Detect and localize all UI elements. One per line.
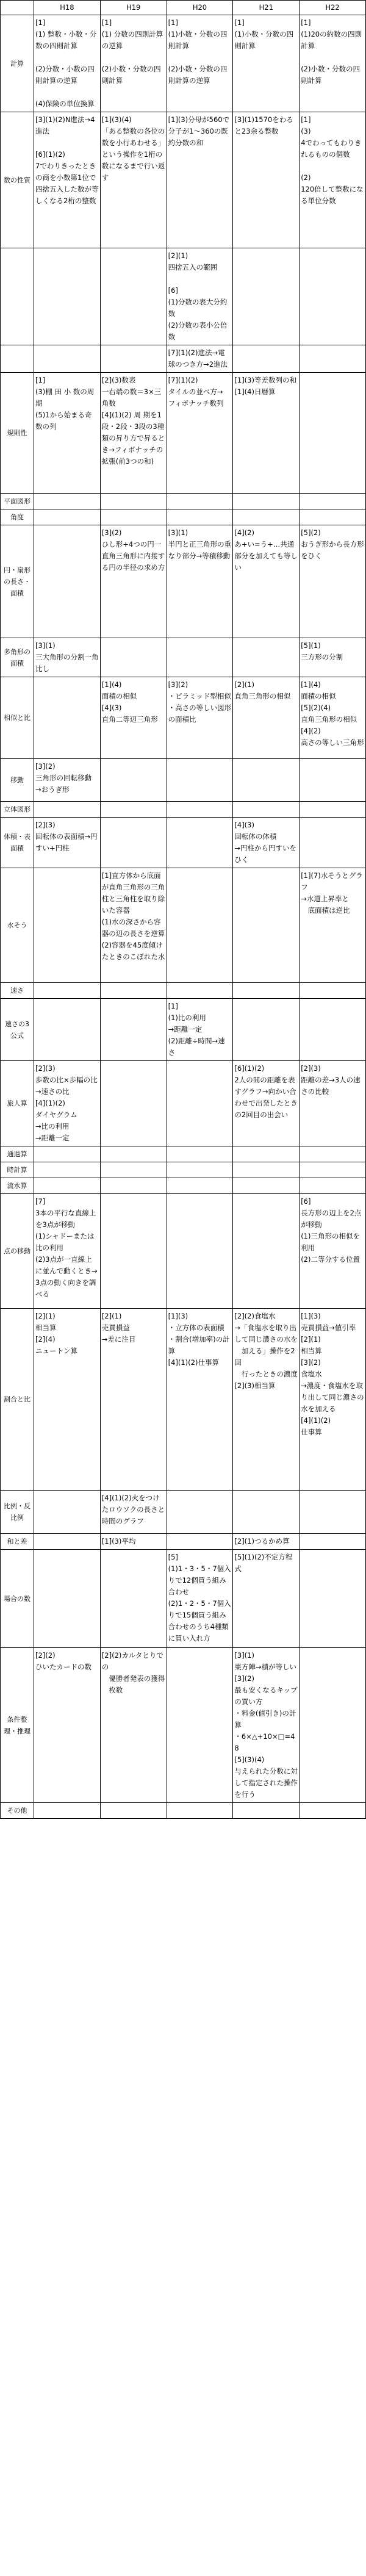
table-cell: [2](3) 回転体の表面積→円すい+円柱 — [34, 818, 101, 868]
table-cell — [100, 638, 167, 677]
table-cell: [4](2) あ+い=う+…共通部分を加えても等しい — [233, 525, 300, 638]
row-topic-label: 点の移動 — [1, 1194, 34, 1309]
table-cell — [34, 983, 101, 999]
row-topic-label: 条件整理・推理 — [1, 1648, 34, 1803]
table-cell — [167, 1803, 233, 1819]
table-cell — [167, 759, 233, 802]
table-row — [1, 1194, 366, 1309]
table-row — [1, 1803, 366, 1819]
row-topic-label: 流水算 — [1, 1178, 34, 1194]
table-cell: [1](4) 面積の相似 [4](3) 直角二等辺三角形 — [100, 677, 167, 759]
table-cell — [34, 1146, 101, 1162]
row-topic-label: 通過算 — [1, 1146, 34, 1162]
table-row — [1, 1309, 366, 1491]
table-cell — [233, 759, 300, 802]
table-cell — [100, 1550, 167, 1648]
table-cell: [2](2) ひいたカードの数 — [34, 1648, 101, 1803]
row-topic-label: 数の性質 — [1, 112, 34, 248]
table-cell — [300, 1803, 366, 1819]
table-cell: [3](2) ・ピラミッド型相似 ・高さの等しい図形の面積比 — [167, 677, 233, 759]
header-corner — [1, 1, 34, 15]
table-cell: [1] (3) 4でわってもわりきれるものの個数 (2) 120倍して整数になる単位分数 — [300, 112, 366, 248]
table-cell — [167, 818, 233, 868]
table-cell — [34, 1550, 101, 1648]
row-topic-label: 移動 — [1, 759, 34, 802]
table-cell: [7] 3本の平行な直線上を3点が移動 (1)シャドーまたは比の利用 (2)3点が一直線上に並んで動くとき→3点の動く向きを調べる — [34, 1194, 101, 1309]
table-cell — [34, 802, 101, 818]
table-cell: [1](3)(4) 「ある整数の各位の数を小行あわせる」という操作を1桁の数になるまで行い返す — [100, 112, 167, 248]
table-cell: [2](1) 相当算 [2](4) ニュートン算 — [34, 1309, 101, 1491]
table-cell — [167, 1648, 233, 1803]
row-topic-label: 規則性 — [1, 373, 34, 494]
table-cell — [167, 1491, 233, 1534]
table-cell: [3](1)1570をわると23余る整数 — [233, 112, 300, 248]
table-cell — [300, 1491, 366, 1534]
table-row — [1, 373, 366, 494]
header-year: H18 — [34, 1, 101, 15]
table-cell: [1](7)水そうとグラフ →水道上昇率と 底面積は逆比 — [300, 868, 366, 983]
table-row — [1, 1550, 366, 1648]
row-topic-label: 角度 — [1, 509, 34, 525]
table-cell — [300, 1146, 366, 1162]
row-topic-label: 速さ — [1, 983, 34, 999]
table-cell — [100, 345, 167, 373]
table-cell: [1] (1) 分数の四則計算の逆算 (2)小数・分数の四則計算 — [100, 15, 167, 112]
table-cell — [34, 525, 101, 638]
table-cell — [300, 983, 366, 999]
table-cell — [233, 1162, 300, 1178]
table-row — [1, 494, 366, 509]
table-row — [1, 759, 366, 802]
table-cell — [300, 759, 366, 802]
table-cell: [1](4) 面積の相似 [5](2)(4) 直角三角形の相似 [4](2) 高さの等しい三角形 — [300, 677, 366, 759]
table-cell — [100, 509, 167, 525]
table-row — [1, 112, 366, 248]
table-cell: [1] (3)棚 田 小 数の周期 (5)1から始まる奇数の列 — [34, 373, 101, 494]
table-cell — [34, 868, 101, 983]
row-topic-label: 相似と比 — [1, 677, 34, 759]
table-cell: [1] (1)比の利用 →距離一定 (2)距離÷時間→速さ — [167, 999, 233, 1061]
table-cell — [233, 802, 300, 818]
table-row — [1, 1534, 366, 1550]
table-cell — [100, 494, 167, 509]
table-row — [1, 868, 366, 983]
table-body — [1, 15, 366, 1819]
table-row — [1, 802, 366, 818]
header-year: H19 — [100, 1, 167, 15]
table-cell — [300, 373, 366, 494]
table-cell: [2](2)カルタとりでの 優勝者発表の獲得 枚数 — [100, 1648, 167, 1803]
table-cell — [233, 509, 300, 525]
table-cell: [2](3) 歩数の比×歩幅の比 →速さの比 [4](1)(2) ダイヤグラム →比の利用 →距離一定 — [34, 1061, 101, 1146]
table-row — [1, 1178, 366, 1194]
table-cell: [1] (1)小数・分数の四則計算 — [233, 15, 300, 112]
row-topic-label: その他 — [1, 1803, 34, 1819]
row-topic-label: 計算 — [1, 15, 34, 112]
row-topic-label: 比例・反比例 — [1, 1491, 34, 1534]
table-cell — [100, 1178, 167, 1194]
table-cell — [233, 999, 300, 1061]
header-row — [1, 1, 366, 15]
table-cell: [1](3)平均 — [100, 1534, 167, 1550]
row-topic-label: 場合の数 — [1, 1550, 34, 1648]
table-cell: [2](1)つるかめ算 — [233, 1534, 300, 1550]
table-cell — [34, 999, 101, 1061]
table-row — [1, 638, 366, 677]
table-cell — [100, 1803, 167, 1819]
table-cell — [100, 759, 167, 802]
table-cell: [3](1) 菓方陣→積が等しい [3](2) 最も安くなるキップの買い方 ・料金(値引き)の計算 ・6×△+10×□=48 [5](3)(4) 与えられた分数に対して指定された操作を行う — [233, 1648, 300, 1803]
table-cell: [3](1)(2)N進法→4進法 [6](1)(2) 7でわりきったときの商を小数第1位で四捨五入した数が等しくなる2桁の整数 — [34, 112, 101, 248]
table-header — [1, 1, 366, 15]
table-cell: [4](1)(2)火をつけたロウソクの長さと時間のグラフ — [100, 1491, 167, 1534]
table-cell — [233, 1146, 300, 1162]
table-cell — [233, 1803, 300, 1819]
table-cell: [5](1)(2)不定方程式 — [233, 1550, 300, 1648]
table-row — [1, 999, 366, 1061]
table-cell — [167, 1178, 233, 1194]
table-cell: [3](2) ひし形+4つの円一直角三角形に内接する円の半径の求め方 — [100, 525, 167, 638]
table-cell — [167, 509, 233, 525]
table-row — [1, 1491, 366, 1534]
table-cell — [233, 1491, 300, 1534]
table-cell: [2](3) 距離の差→3人の速さの比較 — [300, 1061, 366, 1146]
table-cell — [34, 1162, 101, 1178]
table-cell — [233, 868, 300, 983]
table-cell — [300, 248, 366, 345]
table-cell: [5] (1)1・3・5・7個入りで12個買う組み合わせ (2)1・2・5・7個入りで15個買う組み合わせのうち4種類に買い入れ方 — [167, 1550, 233, 1648]
table-cell: [6](1)(2) 2人の間の距離を表すグラフ→向かい合わせで出発したときの2回目の出会い — [233, 1061, 300, 1146]
row-topic-label: 水そう — [1, 868, 34, 983]
table-cell: [2](2)食塩水 →「食塩水を取り出して同じ濃さの水を 加える」操作を2回 行ったときの濃度 [2](3)相当算 — [233, 1309, 300, 1491]
table-cell: [3](1) 半円と正三角形の重なり部分→等積移動 — [167, 525, 233, 638]
table-row — [1, 1648, 366, 1803]
table-row — [1, 345, 366, 373]
table-row — [1, 677, 366, 759]
table-row — [1, 983, 366, 999]
table-cell — [300, 1648, 366, 1803]
table-row — [1, 818, 366, 868]
row-topic-label: 円・扇形の長さ・面積 — [1, 525, 34, 638]
table-cell: [5](2) おうぎ形から長方形をひく — [300, 525, 366, 638]
table-cell — [233, 248, 300, 345]
table-cell — [167, 1162, 233, 1178]
table-row — [1, 509, 366, 525]
row-topic-label: 和と差 — [1, 1534, 34, 1550]
table-row — [1, 248, 366, 345]
table-cell — [233, 494, 300, 509]
table-row — [1, 1061, 366, 1146]
table-cell: [1](3)分母が560で分子が1～360の既約分数の和 — [167, 112, 233, 248]
row-topic-label: 立体図形 — [1, 802, 34, 818]
table-cell: [7](1)(2) タイルの並べ方→ フィボナッチ数列 — [167, 373, 233, 494]
table-cell — [300, 345, 366, 373]
table-cell — [167, 802, 233, 818]
table-cell: [3](2) 三角形の回転移動 →おうぎ形 — [34, 759, 101, 802]
table-cell — [34, 494, 101, 509]
table-cell — [300, 509, 366, 525]
table-cell — [300, 494, 366, 509]
row-topic-label: 割合と比 — [1, 1309, 34, 1491]
table-cell — [233, 345, 300, 373]
table-cell: [7](1)(2)進法→電球のつき方→2進法 — [167, 345, 233, 373]
table-cell: [2](3)数表 一右端の数＝3×三角数 [4](1)(2) 周 期を1段・2段・3段の3種類の昇り方で昇るとき→フィボナッチの拡張(前3つの和) — [100, 373, 167, 494]
table-cell: [1] (1)小数・分数の四則計算 (2)小数・分数の四則計算の逆算 — [167, 15, 233, 112]
table-cell — [300, 1162, 366, 1178]
table-cell: [2](1) 直角三角形の相似 — [233, 677, 300, 759]
row-topic-label: 時計算 — [1, 1162, 34, 1178]
table-cell — [100, 983, 167, 999]
table-cell — [34, 677, 101, 759]
table-cell — [167, 494, 233, 509]
table-cell: [2](1) 四捨五入の範囲 [6] (1)分数の表大分約数 (2)分数の表小公倍数 — [167, 248, 233, 345]
table-cell — [233, 983, 300, 999]
table-cell — [100, 802, 167, 818]
table-cell — [100, 1194, 167, 1309]
header-year: H21 — [233, 1, 300, 15]
table-cell: [1] (1)20の約数の四則計算 (2)小数・分数の四則計算 — [300, 15, 366, 112]
header-year: H22 — [300, 1, 366, 15]
table-cell — [233, 1178, 300, 1194]
table-cell — [300, 802, 366, 818]
table-cell — [300, 1534, 366, 1550]
table-cell: [6] 長方形の辺上を2点が移動 (1)三角形の相似を利用 (2)二等分する位置 — [300, 1194, 366, 1309]
table-cell: [3](1) 三大角形の分割一角比し — [34, 638, 101, 677]
table-row — [1, 525, 366, 638]
table-cell — [167, 983, 233, 999]
row-topic-label — [1, 248, 34, 345]
table-cell: [5](1) 三方形の分割 — [300, 638, 366, 677]
table-cell — [167, 1534, 233, 1550]
table-cell: [1](3) 売買損益→値引率 [2](1) 相当算 [3](2) 食塩水 →濃度・食塩水を取り出して同じ濃さの水を加える [4](1)(2) 仕事算 — [300, 1309, 366, 1491]
table-cell — [167, 1146, 233, 1162]
table-row — [1, 15, 366, 112]
table-cell — [167, 638, 233, 677]
table-cell — [34, 1803, 101, 1819]
table-cell — [34, 1178, 101, 1194]
table-cell: [2](1) 売買損益 →差に注目 — [100, 1309, 167, 1491]
table-cell — [34, 509, 101, 525]
table-cell — [100, 248, 167, 345]
table-cell: [1](3)等差数列の和 [1](4)日暦算 — [233, 373, 300, 494]
row-topic-label: 平面図形 — [1, 494, 34, 509]
row-topic-label: 体積・表面積 — [1, 818, 34, 868]
row-topic-label: 多角形の面積 — [1, 638, 34, 677]
table-cell: [4](3) 回転体の体積 →円柱から円すいをひく — [233, 818, 300, 868]
table-cell — [300, 818, 366, 868]
table-cell — [34, 1491, 101, 1534]
table-cell — [167, 1194, 233, 1309]
table-cell — [34, 1534, 101, 1550]
table-cell — [167, 868, 233, 983]
table-row — [1, 1162, 366, 1178]
table-cell — [167, 1061, 233, 1146]
header-year: H20 — [167, 1, 233, 15]
table-cell: [1] (1) 整数・小数・分数の四則計算 (2)分数・小数の四則計算の逆算 (4)保険の単位換算 — [34, 15, 101, 112]
table-cell — [100, 1146, 167, 1162]
table-cell — [100, 1061, 167, 1146]
table-cell — [100, 999, 167, 1061]
row-topic-label: 旅人算 — [1, 1061, 34, 1146]
table-cell — [100, 1162, 167, 1178]
table-cell: [1]直方体から底面が直角三角形の三角柱と三角柱を取り除いた容器 (1)水の深さから容器の辺の長さを逆算 (2)容器を45度傾けたときのこぼれた水 — [100, 868, 167, 983]
table-cell: [1](3) ・立方体の表面積 ・割合(増加率)の計算 [4](1)(2)仕事算 — [167, 1309, 233, 1491]
table-cell — [300, 999, 366, 1061]
row-topic-label: 速さの3公式 — [1, 999, 34, 1061]
table-cell — [233, 1194, 300, 1309]
row-topic-label — [1, 345, 34, 373]
table-cell — [34, 248, 101, 345]
table-cell — [233, 638, 300, 677]
table-cell — [100, 818, 167, 868]
table-cell — [34, 345, 101, 373]
table-cell — [300, 1550, 366, 1648]
table-cell — [300, 1178, 366, 1194]
table-row — [1, 1146, 366, 1162]
